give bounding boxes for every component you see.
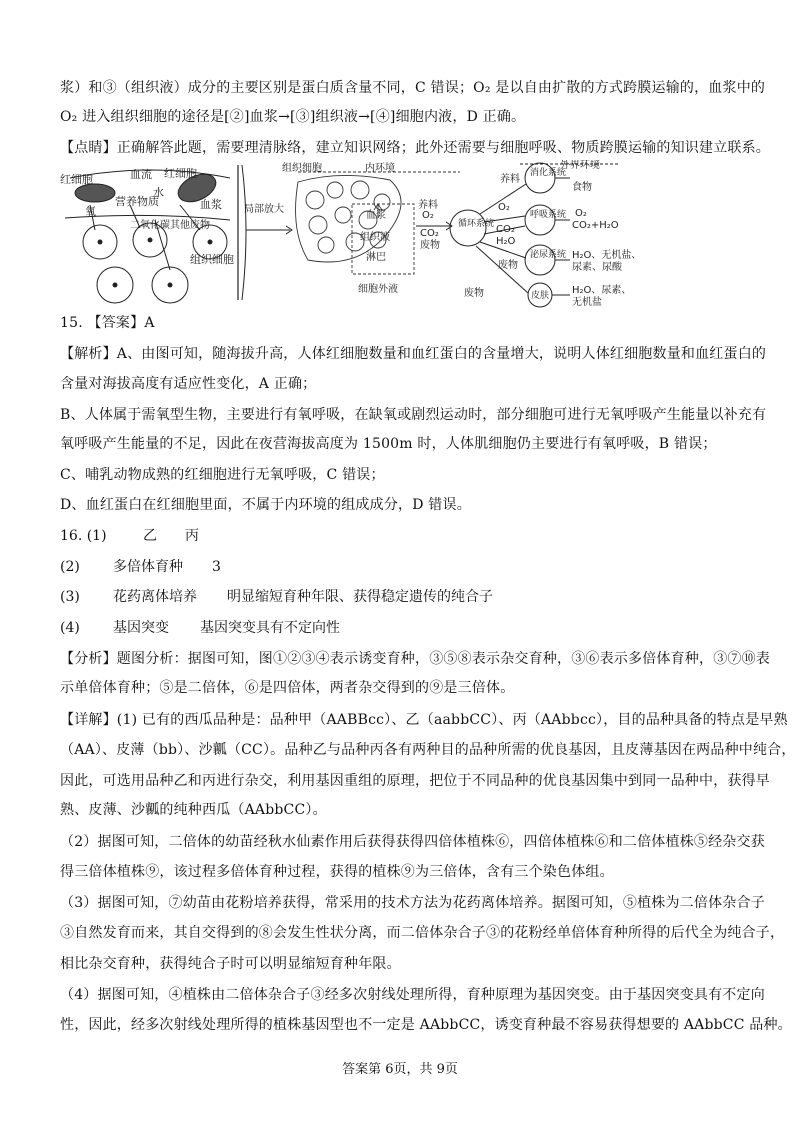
diagram-label: 消化系统 [530, 168, 567, 178]
diagram-label: 食物 [572, 182, 592, 193]
answer-number: 16. (1) [60, 528, 107, 544]
paragraph-line: 得三倍体植株⑨，该过程多倍体育种过程，获得的植株⑨为三倍体，含有三个染色体组。 [60, 864, 614, 880]
diagram-label: 皮肤 [531, 291, 550, 301]
diagram-label: H₂O、尿素、 [572, 285, 632, 296]
middle-panel-labels [282, 161, 398, 295]
paragraph-line: 熟、皮薄、沙瓤的纯种西瓜（AAbbCC）。 [60, 802, 327, 818]
diagram-label: 血浆 [366, 210, 386, 221]
local-zoom-label: 局部放大 [244, 204, 284, 215]
answer-value: 乙 [143, 528, 157, 544]
diagram-label: 红细胞 [60, 173, 93, 186]
diagram-label: 尿素、尿酸 [572, 262, 622, 273]
diagram-label: O₂ [575, 208, 587, 219]
paragraph-line: D、血红蛋白在红细胞里面，不属于内环境的组成成分，D 错误。 [60, 497, 471, 513]
answer-value: 花药离体培养 [113, 589, 197, 605]
diagram-label: 红细胞 [164, 167, 197, 180]
diagram-label: 二氧化碳其他废物 [130, 220, 210, 231]
answer-value: 3 [212, 559, 221, 575]
paragraph-line: B、人体属于需氧型生物，主要进行有氧呼吸，在缺氧或剧烈运动时，部分细胞可进行无氧呼吸产生能量以补充有 [60, 407, 767, 423]
answer-number: (2) [60, 559, 80, 575]
paragraph-line: C、哺乳动物成熟的红细胞进行无氧呼吸，C 错误； [60, 467, 385, 483]
diagram-label: 呼吸系统 [530, 210, 567, 220]
diagram-label: 泌尿系统 [530, 250, 567, 260]
answer-number: (4) [60, 620, 80, 636]
diagram-label: 内环境 [365, 163, 395, 174]
paragraph-line: 【详解】(1) 已有的西瓜品种是：品种甲（AABBcc）、乙（aabbCC）、丙（AAbbcc），目的品种具备的特点是早熟 [60, 712, 788, 728]
paragraph-line: 含量对海拔高度有适应性变化，A 正确； [60, 376, 317, 392]
diagram-label: CO₂+H₂O [572, 220, 619, 231]
paragraph-line: （3）据图可知，⑦幼苗由花粉培养获得，常采用的技术方法为花药离体培养。据图可知，⑤植株为二倍体杂合子 [60, 895, 765, 911]
paragraph-line: O₂ 进入组织细胞的途径是[②]血浆→[③]组织液→[④]细胞内液，D 正确。 [60, 109, 526, 125]
answer-value: 基因突变具有不定向性 [200, 620, 340, 636]
paragraph-line: 浆）和③（组织液）成分的主要区别是蛋白质含量不同，C 错误；O₂ 是以自由扩散的方式跨膜运输的，血浆中的 [60, 80, 766, 96]
comment-line: 【点睛】正确解答此题，需要理清脉络，建立知识网络；此外还需要与细胞呼吸、物质跨膜运输的知识建立联系。 [60, 140, 770, 156]
paragraph-line: （AA）、皮薄（bb）、沙瓤（CC）。品种乙与品种丙各有两种目的品种所需的优良基因，且皮薄基因在两品种中纯合， [60, 742, 796, 758]
diagram-label: 水 [153, 186, 164, 199]
diagram-label: 废物 [420, 240, 440, 251]
diagram-label: 组织细胞 [282, 163, 322, 174]
paragraph-line: ③自然发育而来，其自交得到的⑧会发生性状分离，而二倍体杂合子③的花粉经单倍体育种所得的后代全为纯合子， [60, 925, 785, 941]
diagram-label: 氧 [85, 205, 96, 218]
diagram-label: CO₂ [496, 224, 515, 235]
diagram-label: 组织细胞 [190, 253, 234, 266]
diagram-label: O₂ [422, 210, 434, 221]
diagram-label: CO₂ [420, 228, 439, 239]
answer-value: 基因突变 [113, 620, 169, 636]
question-15-title: 15. 【答案】A [60, 315, 155, 331]
diagram-label: O₂ [498, 202, 510, 213]
answer-number: (3) [60, 589, 80, 605]
paragraph-line: 因此，可选用品种乙和丙进行杂交，利用基因重组的原理，把位于不同品种的优良基因集中到同一品种中，获得早 [60, 773, 770, 789]
diagram-label: 无机盐 [572, 297, 602, 308]
diagram-label [244, 202, 284, 215]
diagram-label: 组织液 [360, 232, 390, 243]
diagram-label: 养料 [500, 174, 520, 185]
internal-environment-diagram [60, 160, 750, 308]
answer-value: 丙 [185, 528, 199, 544]
paragraph-line: （2）据图可知，二倍体的幼苗经秋水仙素作用后获得获得四倍体植株⑥，四倍体植株⑥和二倍体植株⑤经杂交获 [60, 834, 765, 850]
diagram-label: 循环系统 [458, 219, 495, 229]
diagram-label: 营养物质 [115, 195, 159, 208]
diagram-label: 养料 [418, 200, 438, 211]
diagram-label: H₂O、无机盐、 [572, 250, 642, 261]
diagram-label: H₂O [496, 236, 516, 247]
paragraph-line: 性，因此，经多次射线处理所得的植株基因型也不一定是 AAbbCC，诱变育种最不容易获得想要的 AAbbCC 品种。 [60, 1017, 792, 1033]
paragraph-line: 示单倍体育种；⑤是二倍体，⑥是四倍体，两者杂交得到的⑨是三倍体。 [60, 680, 515, 696]
diagram-label: 血流 [130, 168, 152, 181]
diagram-label: 血浆 [200, 198, 222, 211]
paragraph-line: 【分析】题图分析：据图可知，图①②③④表示诱变育种，③⑤⑧表示杂交育种，③⑥表示多倍体育种，③⑦⑩表 [60, 651, 770, 667]
paragraph-line: （4）据图可知，④植株由二倍体杂合子③经多次射线处理所得，育种原理为基因突变。由于基因突变具有不定向 [60, 987, 765, 1003]
page-footer: 答案第 6页，共 9页 [342, 1062, 458, 1077]
diagram-label: 外界环境 [560, 160, 600, 171]
diagram-label: 废物 [498, 260, 518, 271]
diagram-label: 淋巴 [366, 252, 386, 263]
answer-value: 多倍体育种 [113, 559, 183, 575]
answer-value: 明显缩短育种年限、获得稳定遗传的纯合子 [227, 589, 493, 605]
diagram-label: 废物 [464, 288, 484, 299]
left-panel [65, 165, 292, 303]
red-blood-cell-shape [75, 184, 115, 202]
diagram-label: 细胞外液 [358, 284, 398, 295]
paragraph-line: 氧呼吸产生能量的不足，因此在夜营海拔高度为 1500m 时，人体肌细胞仍主要进行有氧呼吸，B 错误； [60, 436, 717, 452]
paragraph-line: 【解析】A、由图可知，随海拔升高，人体红细胞数量和血红蛋白的含量增大，说明人体红细胞数量和血红蛋白的 [60, 346, 767, 362]
paragraph-line: 相比杂交育种，获得纯合子时可以明显缩短育种年限。 [60, 956, 401, 972]
